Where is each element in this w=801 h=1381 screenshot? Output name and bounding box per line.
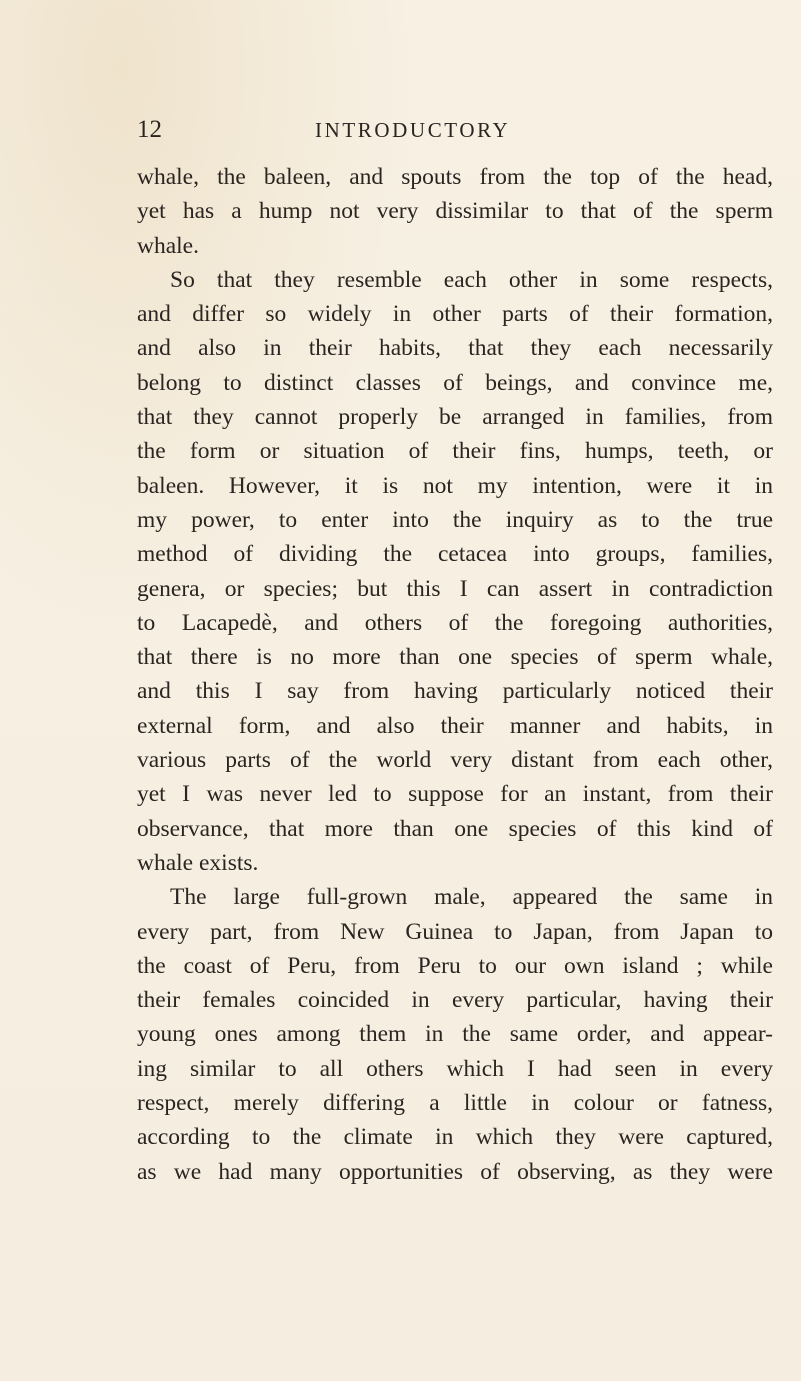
text-line: that there is no more than one species of sperm whale, (137, 644, 773, 671)
text-line: to Lacapedè, and others of the foregoing authorities, (137, 609, 773, 636)
text-line: whale. (137, 232, 199, 259)
text-line: ing similar to all others which I had seen in every (137, 1055, 773, 1082)
text-line: observance, that more than one species of this kind of (137, 815, 773, 842)
text-line: and this I say from having particularly noticed their (137, 678, 773, 705)
text-line: method of dividing the cetacea into groups, families, (137, 541, 773, 568)
text-line: respect, merely differing a little in colour or fatness, (137, 1090, 773, 1117)
text-line: my power, to enter into the inquiry as to the true (137, 506, 773, 533)
text-line: every part, from New Guinea to Japan, from Japan to (137, 918, 773, 945)
text-line: The large full-grown male, appeared the same in (170, 884, 773, 911)
text-line: whale exists. (137, 849, 259, 876)
text-line: young ones among them in the same order, and appear- (137, 1021, 773, 1048)
text-line: So that they resemble each other in some respects, (170, 266, 773, 293)
text-line: and differ so widely in other parts of their formation, (137, 301, 773, 328)
page-number: 12 (137, 116, 162, 143)
text-line: the coast of Peru, from Peru to our own island ; while (137, 952, 773, 979)
body-text (137, 160, 773, 1189)
text-line: whale, the baleen, and spouts from the top of the head, (137, 164, 773, 190)
text-line: and also in their habits, that they each necessarily (137, 335, 773, 362)
text-line: yet I was never led to suppose for an instant, from their (137, 781, 773, 808)
text-line: external form, and also their manner and habits, in (137, 712, 773, 739)
running-head (137, 114, 737, 146)
text-line: according to the climate in which they were captured, (137, 1124, 773, 1151)
text-line: as we had many opportunities of observing, as they were (137, 1158, 773, 1185)
text-line: their females coincided in every particular, having their (137, 987, 773, 1014)
text-line: that they cannot properly be arranged in families, from (137, 404, 773, 431)
text-line: belong to distinct classes of beings, and convince me, (137, 369, 773, 396)
text-line: baleen. However, it is not my intention, were it in (137, 472, 773, 499)
text-line: genera, or species; but this I can assert in contradiction (137, 575, 773, 602)
running-title: INTRODUCTORY (315, 118, 511, 142)
text-line: various parts of the world very distant from each other, (137, 747, 773, 774)
text-line: yet has a hump not very dissimilar to that of the sperm (137, 198, 773, 225)
text-line: the form or situation of their fins, humps, teeth, or (137, 438, 773, 465)
